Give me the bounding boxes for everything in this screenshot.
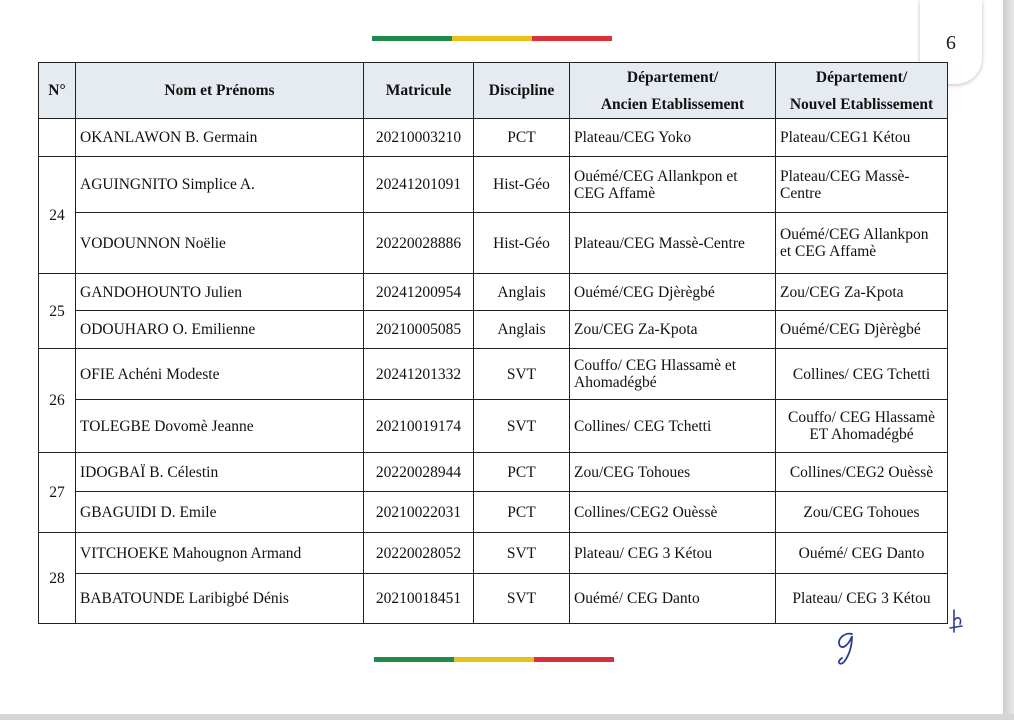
- row-matricule: 20210022031: [364, 492, 474, 533]
- flag-stripe-red: [532, 36, 612, 41]
- table-row: [39, 400, 948, 453]
- row-nouvel: Plateau/ CEG 3 Kétou: [776, 574, 948, 624]
- header-num: N°: [39, 63, 76, 119]
- row-discipline: PCT: [474, 492, 570, 533]
- flag-bar-top: [372, 36, 612, 41]
- table-row: [39, 311, 948, 349]
- header-new-dept: [776, 63, 948, 119]
- flag-stripe-red: [534, 657, 614, 662]
- row-matricule: 20210019174: [364, 400, 474, 453]
- row-discipline: PCT: [474, 453, 570, 492]
- row-ancien: Collines/ CEG Tchetti: [570, 400, 776, 453]
- row-nouvel: Plateau/CEG Massè-Centre: [776, 157, 948, 213]
- row-matricule: 20220028052: [364, 533, 474, 574]
- row-ancien: Plateau/CEG Massè-Centre: [570, 213, 776, 274]
- row-nouvel: Zou/CEG Tohoues: [776, 492, 948, 533]
- row-nouvel: Collines/ CEG Tchetti: [776, 349, 948, 400]
- table-row: [39, 492, 948, 533]
- row-matricule: 20220028944: [364, 453, 474, 492]
- row-matricule: 20241201332: [364, 349, 474, 400]
- flag-stripe-yellow: [452, 36, 532, 41]
- row-nouvel: Zou/CEG Za-Kpota: [776, 274, 948, 311]
- row-ancien: Ouémé/CEG Djèrègbé: [570, 274, 776, 311]
- row-number: 27: [39, 453, 76, 533]
- table-row: [39, 349, 948, 400]
- row-name: VITCHOEKE Mahougnon Armand: [76, 533, 364, 574]
- table-row: [39, 274, 948, 311]
- header-matricule: Matricule: [364, 63, 474, 119]
- row-name: OKANLAWON B. Germain: [76, 119, 364, 157]
- row-nouvel: Couffo/ CEG Hlassamè ET Ahomadégbé: [776, 400, 948, 453]
- table-row: [39, 119, 948, 157]
- row-number: 24: [39, 157, 76, 274]
- row-discipline: Hist-Géo: [474, 213, 570, 274]
- row-matricule: 20241200954: [364, 274, 474, 311]
- row-ancien: Ouémé/CEG Allankpon et CEG Affamè: [570, 157, 776, 213]
- header-old-dept: [570, 63, 776, 119]
- row-matricule: 20220028886: [364, 213, 474, 274]
- header-new-dept-line2: Nouvel Etablissement: [789, 95, 934, 113]
- row-name: OFIE Achéni Modeste: [76, 349, 364, 400]
- row-discipline: Anglais: [474, 274, 570, 311]
- row-ancien: Ouémé/ CEG Danto: [570, 574, 776, 624]
- row-number: 25: [39, 274, 76, 349]
- row-matricule: 20241201091: [364, 157, 474, 213]
- page-bottom-edge: [0, 714, 1014, 720]
- transfer-table: [38, 62, 948, 624]
- row-name: VODOUNNON Noëlie: [76, 213, 364, 274]
- row-name: TOLEGBE Dovomè Jeanne: [76, 400, 364, 453]
- row-ancien: Collines/CEG2 Ouèssè: [570, 492, 776, 533]
- row-number: [39, 119, 76, 157]
- row-nouvel: Ouémé/CEG Djèrègbé: [776, 311, 948, 349]
- table-row: [39, 157, 948, 213]
- row-discipline: SVT: [474, 574, 570, 624]
- row-nouvel: Plateau/CEG1 Kétou: [776, 119, 948, 157]
- row-ancien: Zou/CEG Za-Kpota: [570, 311, 776, 349]
- table-row: [39, 533, 948, 574]
- row-name: BABATOUNDE Laribigbé Dénis: [76, 574, 364, 624]
- page-number: 9: [946, 31, 956, 53]
- flag-bar-bottom: [374, 657, 614, 662]
- page-edge-shadow: [1003, 0, 1014, 720]
- row-ancien: Plateau/CEG Yoko: [570, 119, 776, 157]
- table-header-row: [39, 63, 948, 119]
- flag-stripe-yellow: [454, 657, 534, 662]
- row-discipline: Hist-Géo: [474, 157, 570, 213]
- table-row: [39, 213, 948, 274]
- row-ancien: Zou/CEG Tohoues: [570, 453, 776, 492]
- row-ancien: Plateau/ CEG 3 Kétou: [570, 533, 776, 574]
- margin-mark-icon: [946, 606, 966, 636]
- flag-stripe-green: [372, 36, 452, 41]
- row-discipline: SVT: [474, 349, 570, 400]
- header-name: Nom et Prénoms: [76, 63, 364, 119]
- row-matricule: 20210005085: [364, 311, 474, 349]
- row-number: 28: [39, 533, 76, 624]
- row-nouvel: Collines/CEG2 Ouèssè: [776, 453, 948, 492]
- header-discipline: Discipline: [474, 63, 570, 119]
- table-row: [39, 574, 948, 624]
- row-nouvel: Ouémé/ CEG Danto: [776, 533, 948, 574]
- row-name: GBAGUIDI D. Emile: [76, 492, 364, 533]
- row-discipline: Anglais: [474, 311, 570, 349]
- header-new-dept-line1: Département/: [815, 68, 908, 86]
- row-number: 26: [39, 349, 76, 453]
- row-name: GANDOHOUNTO Julien: [76, 274, 364, 311]
- flag-stripe-green: [374, 657, 454, 662]
- header-old-dept-line2: Ancien Etablissement: [600, 95, 745, 113]
- initials-signature-icon: [826, 628, 866, 668]
- row-name: ODOUHARO O. Emilienne: [76, 311, 364, 349]
- table-row: [39, 453, 948, 492]
- header-old-dept-line1: Département/: [626, 68, 719, 86]
- row-ancien: Couffo/ CEG Hlassamè et Ahomadégbé: [570, 349, 776, 400]
- row-discipline: SVT: [474, 400, 570, 453]
- row-matricule: 20210003210: [364, 119, 474, 157]
- row-discipline: PCT: [474, 119, 570, 157]
- row-matricule: 20210018451: [364, 574, 474, 624]
- row-discipline: SVT: [474, 533, 570, 574]
- row-name: IDOGBAÏ B. Célestin: [76, 453, 364, 492]
- row-name: AGUINGNITO Simplice A.: [76, 157, 364, 213]
- row-nouvel: Ouémé/CEG Allankpon et CEG Affamè: [776, 213, 948, 274]
